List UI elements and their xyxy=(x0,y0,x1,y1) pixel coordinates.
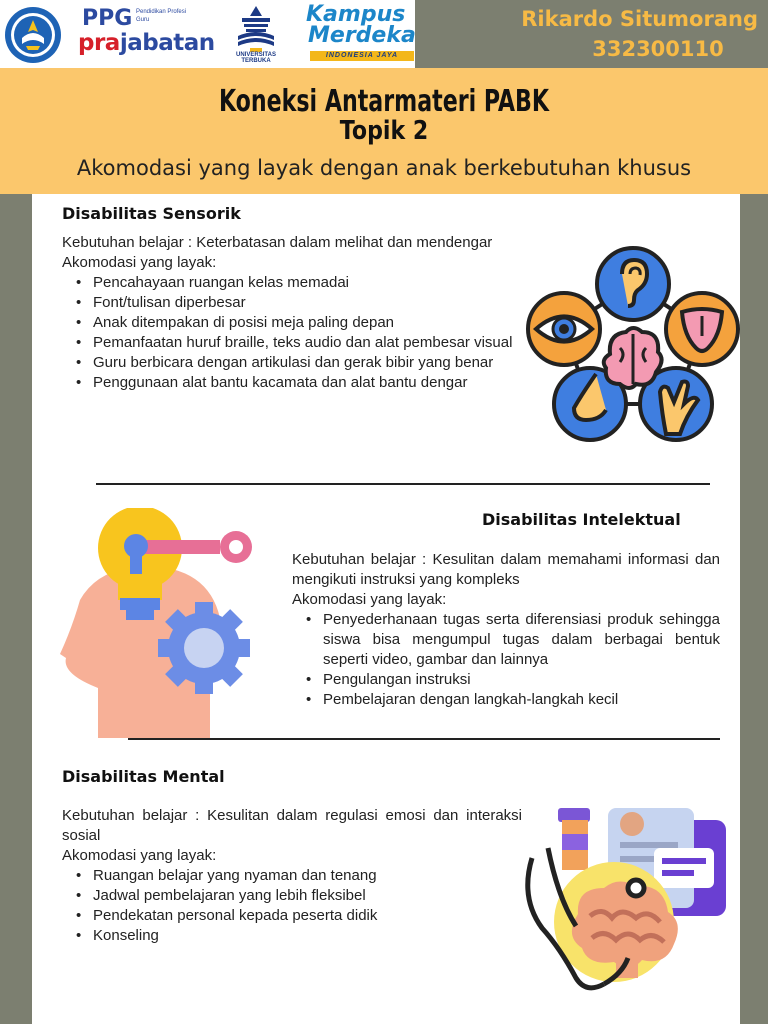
need-text-mental: Kebutuhan belajar : Kesulitan dalam regulasi emosi dan interaksi sosial xyxy=(62,807,522,844)
ear-icon xyxy=(597,248,669,320)
title-banner xyxy=(0,68,768,194)
section-divider xyxy=(96,483,710,485)
page-subtitle: Akomodasi yang layak dengan anak berkebutuhan khusus xyxy=(76,156,692,180)
list-item: • Pendekatan personal kepada peserta didik xyxy=(62,906,522,926)
km-line1: Kampus xyxy=(306,2,406,27)
mouth-icon xyxy=(666,293,738,365)
logo-panel xyxy=(0,0,415,68)
list-item: • Pembelajaran dengan langkah-langkah kecil xyxy=(292,690,720,710)
gear-icon xyxy=(158,602,250,694)
list-item: • Font/tulisan diperbesar xyxy=(62,293,522,313)
author-name: Rikardo Situmorang xyxy=(521,7,758,31)
section-body-intelektual xyxy=(292,550,720,710)
list-item: • Penyederhanaan tugas serta diferensiasi produk sehingga siswa bisa mengumpul tugas dalam berbagai bentuk seperti video, gambar dan lainnya xyxy=(292,610,720,670)
section-body-mental xyxy=(62,806,522,946)
ppg-logo-sub: Pendidikan Profesi Guru xyxy=(136,9,187,23)
accom-label-intelektual: Akomodasi yang layak: xyxy=(292,591,447,608)
accom-list-mental xyxy=(62,866,522,946)
head-lightbulb-illustration xyxy=(58,508,258,738)
list-item: • Anak ditempakan di posisi meja paling depan xyxy=(62,313,522,333)
eye-icon xyxy=(528,293,600,365)
mental-health-illustration xyxy=(518,798,732,998)
accom-label-mental: Akomodasi yang layak: xyxy=(62,847,217,864)
topic-label: Topik 2 xyxy=(339,116,429,146)
km-line2: Merdeka xyxy=(308,23,416,48)
ppg-logo-top: PPG xyxy=(82,6,133,31)
brain-icon xyxy=(604,328,662,388)
list-item: • Pengulangan instruksi xyxy=(292,670,720,690)
accom-list-sensorik xyxy=(62,273,522,393)
five-senses-illustration xyxy=(526,244,740,444)
list-item: • Guru berbicara dengan artikulasi dan gerak bibir yang benar xyxy=(62,353,522,373)
km-bar: INDONESIA JAYA xyxy=(310,51,414,61)
need-text-intelektual: Kebutuhan belajar : Kesulitan dalam memahami informasi dan mengikuti instruksi yang kompleks xyxy=(292,551,720,588)
section-title-sensorik: Disabilitas Sensorik xyxy=(62,204,241,223)
accom-list-intelektual xyxy=(292,610,720,710)
section-divider xyxy=(128,738,720,740)
ppg-logo-bottom: prajabatan xyxy=(78,30,215,56)
ut-label: UNIVERSITAS TERBUKA xyxy=(236,52,276,64)
author-id: 332300110 xyxy=(592,37,724,61)
section-body-sensorik xyxy=(62,233,522,393)
kemdikbud-logo-icon xyxy=(4,6,62,64)
author-block xyxy=(498,4,758,64)
page-title: Koneksi Antarmateri PABK xyxy=(218,84,550,119)
list-item: • Pencahayaan ruangan kelas memadai xyxy=(62,273,522,293)
section-title-mental: Disabilitas Mental xyxy=(62,767,225,786)
list-item: • Penggunaan alat bantu kacamata dan alat bantu dengar xyxy=(62,373,522,393)
header-bar xyxy=(0,0,768,68)
list-item: • Ruangan belajar yang nyaman dan tenang xyxy=(62,866,522,886)
accom-label-sensorik: Akomodasi yang layak: xyxy=(62,254,217,271)
ut-emblem-icon xyxy=(224,4,288,54)
content-card xyxy=(32,194,740,1024)
kampus-merdeka-logo xyxy=(304,2,416,64)
list-item: • Pemanfaatan huruf braille, teks audio dan alat pembesar visual xyxy=(62,333,522,353)
medicine-bottle-icon xyxy=(558,808,590,870)
ut-logo xyxy=(224,4,288,64)
need-text-sensorik: Kebutuhan belajar : Keterbatasan dalam melihat dan mendengar xyxy=(62,234,493,251)
list-item: • Konseling xyxy=(62,926,522,946)
list-item: • Jadwal pembelajaran yang lebih fleksibel xyxy=(62,886,522,906)
section-title-intelektual: Disabilitas Intelektual xyxy=(482,510,681,529)
ppg-logo xyxy=(78,4,218,60)
